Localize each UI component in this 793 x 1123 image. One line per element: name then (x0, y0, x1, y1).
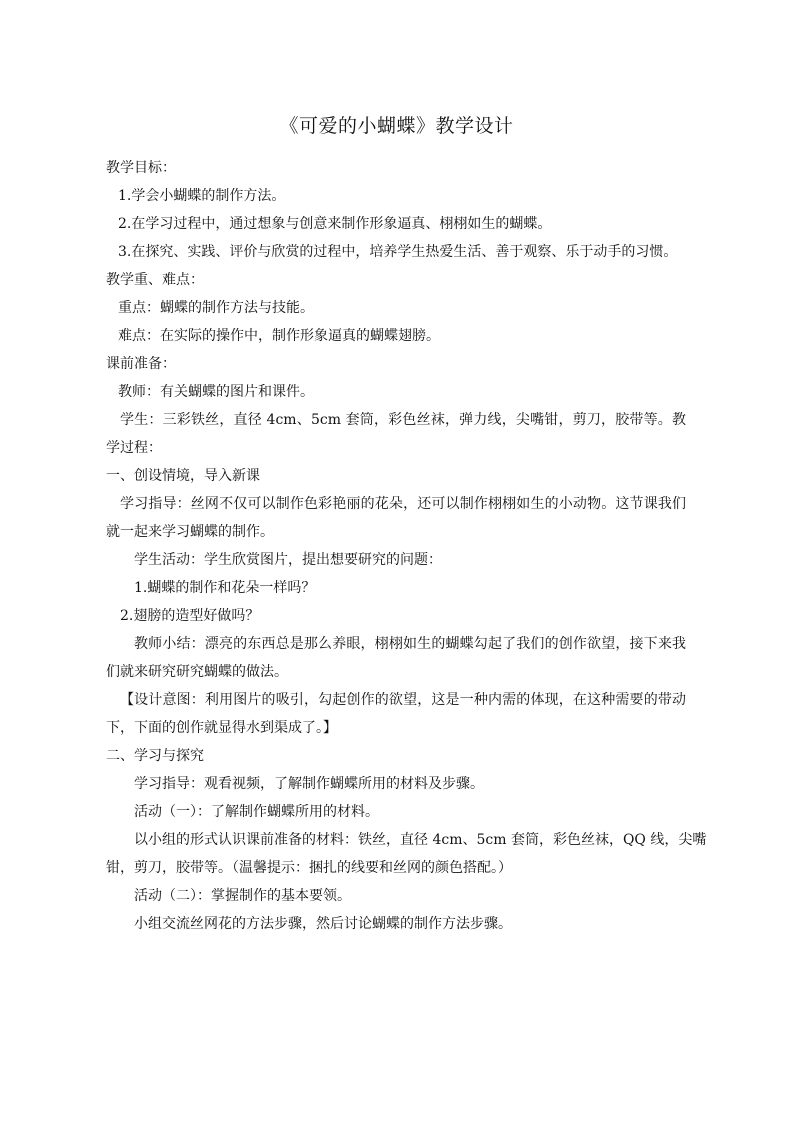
paragraph-line: 学生活动：学生欣赏图片，提出想要研究的问题： (134, 552, 442, 568)
key-point-line: 重点：蝴蝶的制作方法与技能。 (118, 300, 314, 316)
section-heading-key-points: 教学重、难点： (106, 272, 204, 288)
paragraph-line: 小组交流丝网花的方法步骤，然后讨论蝴蝶的制作方法步骤。 (134, 916, 512, 932)
student-prep-line: 学生：三彩铁丝，直径 4cm、5cm 套筒，彩色丝袜，弹力线，尖嘴钳，剪刀，胶带等。教 (120, 412, 686, 428)
activity-heading: 活动（一）：了解制作蝴蝶所用的材料。 (134, 804, 379, 820)
question-item: 1.蝴蝶的制作和花朵一样吗？ (134, 580, 316, 596)
paragraph-line: 学习指导：观看视频，了解制作蝴蝶所用的材料及步骤。 (134, 776, 484, 792)
paragraph-line: 就一起来学习蝴蝶的制作。 (106, 524, 274, 540)
paragraph-line: 教师小结：漂亮的东西总是那么养眼，栩栩如生的蝴蝶勾起了我们的创作欲望，接下来我 (134, 636, 686, 652)
section-heading-preparation: 课前准备： (106, 356, 176, 372)
difficulty-line: 难点：在实际的操作中，制作形象逼真的蝴蝶翅膀。 (118, 328, 440, 344)
teacher-prep-line: 教师：有关蝴蝶的图片和课件。 (118, 384, 314, 400)
part-two-heading: 二、学习与探究 (106, 748, 204, 764)
objective-item: 2.在学习过程中，通过想象与创意来制作形象逼真、栩栩如生的蝴蝶。 (118, 216, 552, 232)
design-intent-line: 【设计意图：利用图片的吸引，勾起创作的欲望，这是一种内需的体现，在这种需要的带动 (120, 692, 686, 708)
document-title: 《可爱的小蝴蝶》教学设计 (279, 115, 514, 137)
paragraph-line: 钳，剪刀，胶带等。（温馨提示：捆扎的线要和丝网的颜色搭配。） (106, 860, 512, 876)
section-heading-objectives: 教学目标： (106, 160, 176, 176)
paragraph-line: 们就来研究研究蝴蝶的做法。 (106, 664, 288, 680)
objective-item: 1.学会小蝴蝶的制作方法。 (118, 188, 286, 204)
section-heading-process: 学过程： (106, 440, 162, 456)
part-one-heading: 一、创设情境，导入新课 (106, 468, 260, 484)
question-item: 2.翅膀的造型好做吗？ (120, 608, 260, 624)
paragraph-line: 学习指导：丝网不仅可以制作色彩艳丽的花朵，还可以制作栩栩如生的小动物。这节课我们 (120, 496, 686, 512)
paragraph-line: 以小组的形式认识课前准备的材料：铁丝，直径 4cm、5cm 套筒，彩色丝袜，QQ 线，尖嘴 (134, 832, 707, 848)
objective-item: 3.在探究、实践、评价与欣赏的过程中，培养学生热爱生活、善于观察、乐于动手的习惯。 (118, 244, 678, 260)
design-intent-line: 下，下面的创作就显得水到渠成了。】 (106, 720, 337, 736)
activity-heading: 活动（二）：掌握制作的基本要领。 (134, 888, 351, 904)
